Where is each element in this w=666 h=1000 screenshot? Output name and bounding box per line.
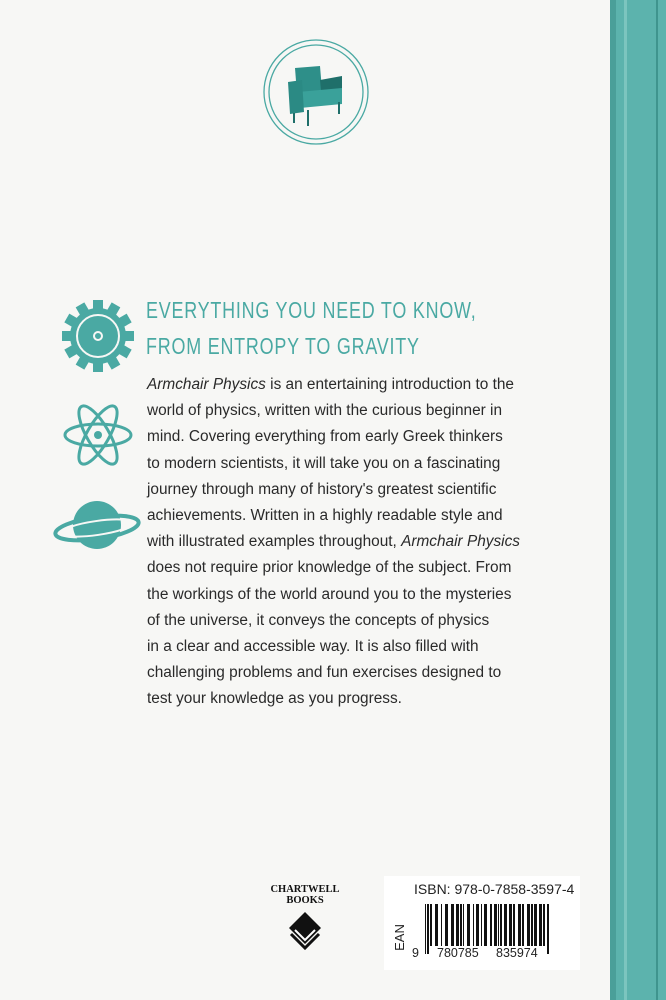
barcode-bar — [498, 904, 499, 946]
blurb-line — [147, 424, 520, 450]
barcode-bar — [445, 904, 448, 946]
blurb-line — [147, 634, 520, 660]
blurb-text: of the universe, it conveys the concepts of physics — [147, 611, 490, 629]
blurb-line — [147, 477, 520, 503]
barcode-bar — [494, 904, 497, 946]
blurb-text: challenging problems and fun exercises designed to — [147, 664, 502, 682]
blurb-text: does not require prior knowledge of the subject. From — [147, 559, 512, 577]
barcode-bar — [527, 904, 530, 946]
blurb-text: world of physics, written with the curious beginner in — [147, 402, 503, 420]
headline-line: FROM ENTROPY TO GRAVITY — [146, 333, 420, 359]
barcode-bar — [518, 904, 521, 946]
book-spine-edge — [610, 0, 666, 1000]
barcode-digits-right: 835974 — [496, 946, 538, 960]
barcode-bar — [531, 904, 533, 946]
blurb-line — [147, 555, 520, 581]
blurb-text: the workings of the world around you to the mysteries — [147, 585, 512, 603]
gear-icon — [60, 298, 136, 374]
barcode-bar — [476, 904, 479, 946]
barcode-bar — [500, 904, 502, 946]
barcode-bar — [522, 904, 524, 946]
blurb-text: is an entertaining introduction to the — [265, 376, 514, 393]
blurb-line — [147, 686, 520, 712]
publisher-name-line2: BOOKS — [286, 895, 324, 906]
publisher-book-icon — [285, 910, 325, 950]
blurb-text: test your knowledge as you progress. — [147, 690, 402, 708]
barcode-bar — [430, 904, 432, 946]
barcode-digit-first: 9 — [412, 946, 419, 960]
blurb-line — [147, 398, 520, 424]
barcode-bar — [435, 904, 438, 946]
barcode-bar — [456, 904, 459, 946]
headline-line: EVERYTHING YOU NEED TO KNOW, — [146, 297, 477, 323]
barcode-bar — [547, 904, 549, 954]
blurb-line — [147, 503, 520, 529]
ean-label: EAN — [391, 924, 407, 951]
barcode-bar — [504, 904, 507, 946]
isbn: ISBN: 978-0-7858-3597-4 — [414, 881, 575, 897]
blurb — [147, 372, 520, 713]
blurb-text: with illustrated examples throughout, — [147, 533, 402, 551]
barcode-bar — [513, 904, 515, 946]
barcode-bar — [509, 904, 512, 946]
barcode-bar — [451, 904, 454, 946]
barcode-bar — [534, 904, 537, 946]
blurb-text: mind. Covering everything from early Greek thinkers — [147, 428, 503, 446]
blurb-line — [147, 451, 520, 477]
blurb-text: achievements. Written in a highly readable style and — [147, 507, 503, 525]
barcode-bar — [427, 904, 429, 954]
barcode-bar — [441, 904, 442, 946]
atom-icon — [62, 400, 134, 470]
book-title-italic: Armchair Physics — [401, 533, 520, 551]
barcode-bar — [481, 904, 482, 946]
blurb-text: journey through many of history's greatest scientific — [147, 480, 497, 498]
planet-icon — [52, 490, 142, 560]
barcode-bar — [490, 904, 492, 946]
armchair-emblem-icon — [262, 38, 370, 146]
barcode-bar — [484, 904, 487, 946]
barcode-bar — [425, 904, 426, 954]
barcode-digits-left: 780785 — [437, 946, 479, 960]
barcode-bar — [460, 904, 462, 946]
blurb-line — [147, 372, 520, 398]
barcode-bar — [467, 904, 470, 946]
barcode-bar — [473, 904, 474, 946]
book-title-italic: Armchair Physics — [147, 376, 266, 393]
barcode-bar — [539, 904, 542, 946]
blurb-line — [147, 660, 520, 686]
barcode-bar — [543, 904, 545, 946]
headline — [146, 292, 477, 364]
barcode-bar — [463, 904, 464, 946]
blurb-line — [147, 582, 520, 608]
blurb-text: in a clear and accessible way. It is also filled with — [147, 638, 479, 656]
blurb-line — [147, 608, 520, 634]
blurb-text: to modern scientists, it will take you on a fascinating — [147, 454, 501, 472]
publisher-logo — [262, 884, 348, 953]
publisher-name: CHARTWELL — [270, 884, 340, 895]
blurb-line — [147, 529, 520, 555]
